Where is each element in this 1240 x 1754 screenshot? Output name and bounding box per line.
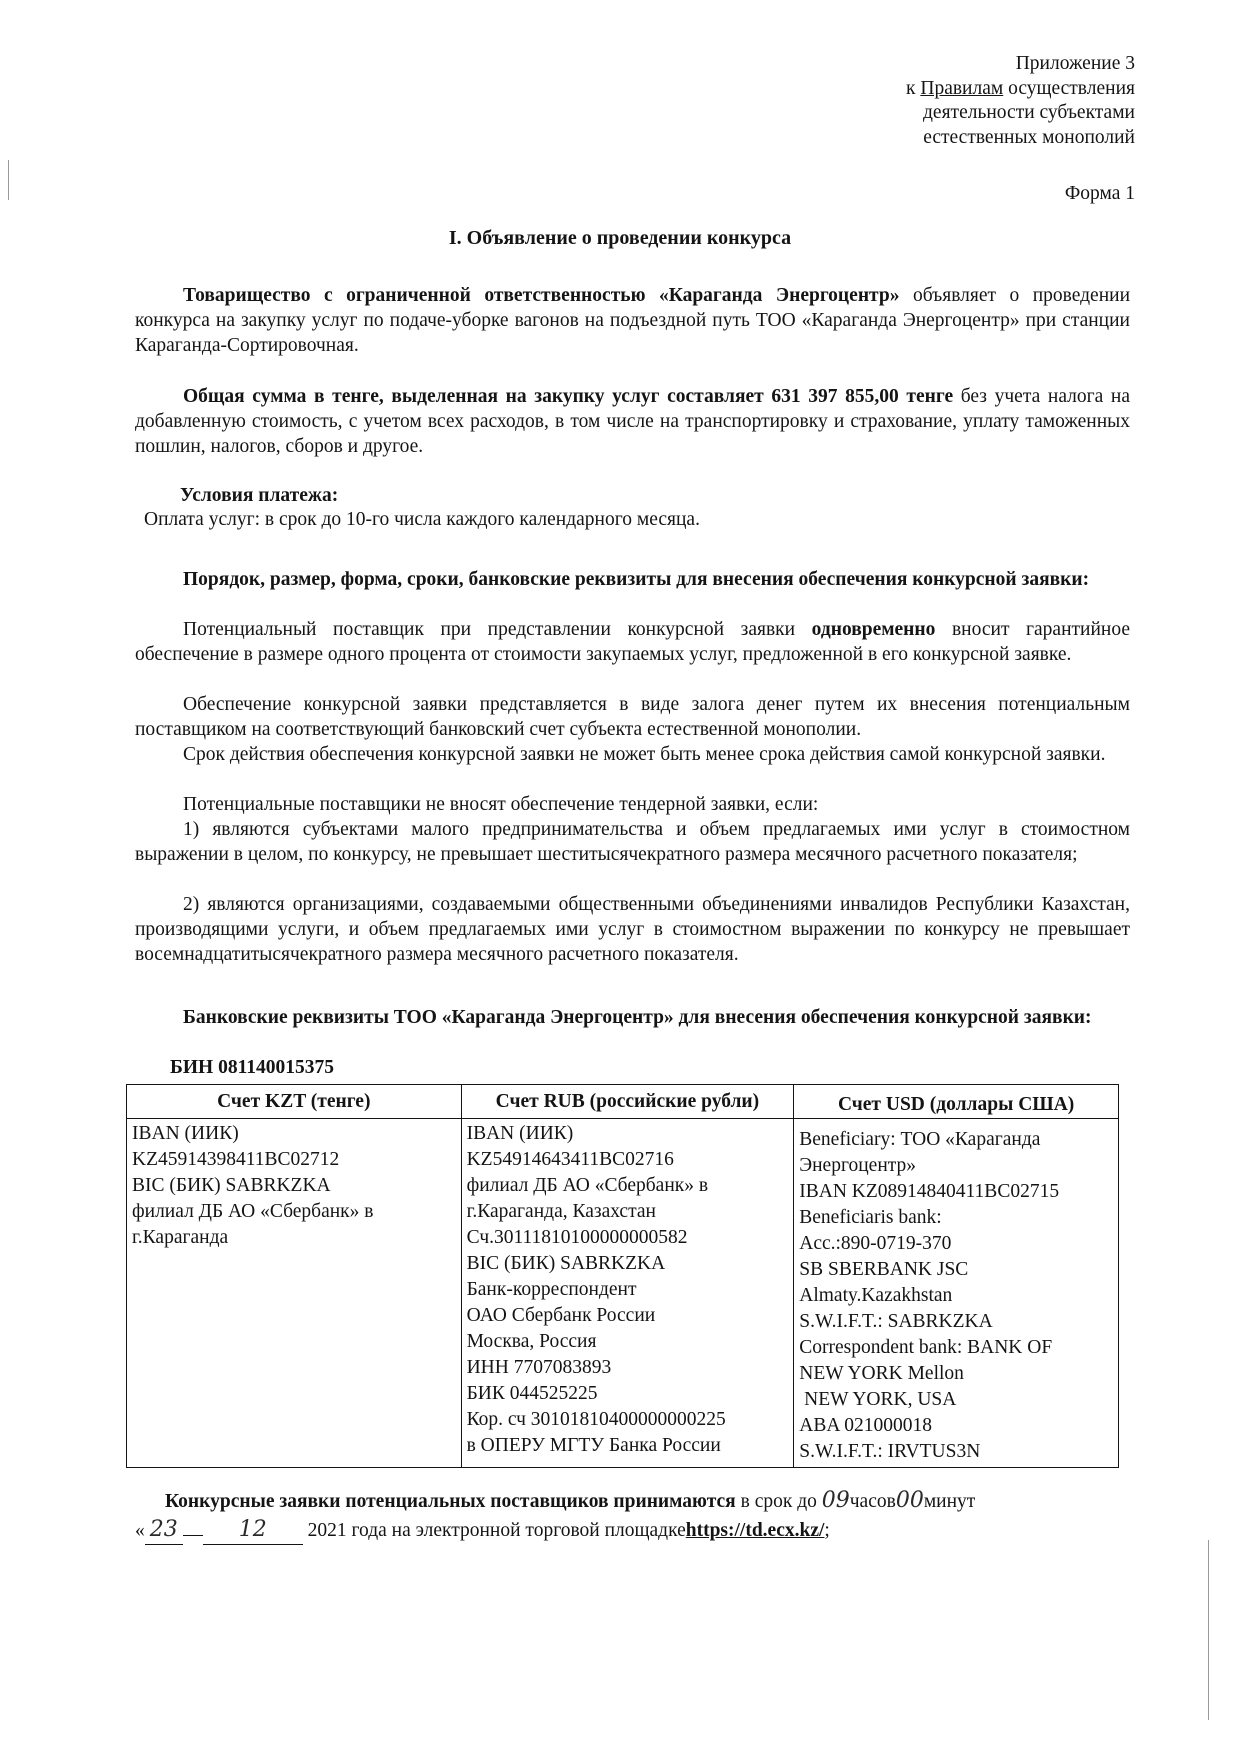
usd-line: Энергоцентр» <box>799 1155 917 1176</box>
quote-open: « <box>135 1520 145 1541</box>
security-heading <box>135 568 1130 593</box>
security-paragraph-2: Обеспечение конкурсной заявки представляется в виде залога денег путем их внесения потенциальным поставщиком на соответствующий банковский счет субъекта естественной монополии. <box>135 694 1130 740</box>
usd-line: IBAN KZ08914840411BC02715 <box>799 1181 1060 1202</box>
security-p1-bold: одновременно <box>811 619 936 640</box>
column-header-usd: Счет USD (доллары США) <box>794 1085 1119 1119</box>
kzt-line: г.Караганда <box>132 1227 229 1248</box>
rub-line: филиал ДБ АО «Сбербанк» в <box>466 1175 709 1196</box>
bin-number: БИН 081140015375 <box>170 1057 335 1078</box>
usd-line: Beneficiary: ТОО «Караганда <box>799 1129 1041 1150</box>
column-header-kzt: Счет KZT (тенге) <box>127 1085 462 1119</box>
bank-heading-text: Банковские реквизиты ТОО «Караганда Энергоцентр» для внесения обеспечения конкурсной заявки: <box>183 1007 1092 1028</box>
intro-text: объявляет о проведении конкурса на закупку услуг по подаче-уборке вагонов на подъездной путь ТОО «Караганда Энергоцентр» при станции Караганда-Сортировочная. <box>135 285 1131 356</box>
usd-line: Almaty.Kazakhstan <box>799 1285 953 1306</box>
deadline-minute: 00 <box>895 1488 924 1513</box>
rub-line: г.Караганда, Казахстан <box>466 1201 656 1222</box>
usd-line: NEW YORK, USA <box>799 1389 957 1410</box>
security-paragraph-6: 2) являются организациями, создаваемыми общественными объединениями инвалидов Республики Казахстан, производящими услуги, и объем предлагаемых ими услуг в стоимостном выражении по конкурсу не превышает восемнадцатитысячекратного размера месячного расчетного показателя. <box>135 894 1130 965</box>
intro-paragraph <box>135 284 1130 358</box>
rub-line: в ОПЕРУ МГТУ Банка России <box>466 1435 721 1456</box>
table-row <box>127 1119 1119 1468</box>
annex-line-3: деятельности субъектами <box>923 102 1135 123</box>
payment-text: Оплата услуг: в срок до 10-го числа каждого календарного месяца. <box>144 509 700 530</box>
closing-line-2 <box>135 1516 1130 1545</box>
annex-line-2 <box>815 77 1135 102</box>
rub-line: Москва, Россия <box>466 1331 597 1352</box>
rub-line: BIC (БИК) SABRKZKA <box>466 1253 666 1274</box>
form-label: Форма 1 <box>1064 183 1135 204</box>
trading-platform-link[interactable]: https://td.ecx.kz/ <box>685 1520 825 1541</box>
security-p1-a: Потенциальный поставщик при представлении конкурсной заявки <box>183 619 812 640</box>
closing-text-2: часов <box>849 1491 896 1512</box>
bank-details-table <box>126 1084 1119 1468</box>
rub-line: Банк-корреспондент <box>466 1279 637 1300</box>
sum-paragraph <box>135 385 1130 459</box>
kzt-line: филиал ДБ АО «Сбербанк» в <box>132 1201 374 1222</box>
payment-heading <box>180 484 1080 509</box>
security-paragraph-5: 1) являются субъектами малого предпринимательства и объем предлагаемых ими услуг в стоимостном выражении в целом, по конкурсу, не превышает шеститысячекратного размера месячного расчетного показателя; <box>135 819 1130 865</box>
usd-line: NEW YORK Mellon <box>799 1363 964 1384</box>
closing-bold: Конкурсные заявки потенциальных поставщиков принимаются <box>165 1491 736 1512</box>
rub-account-cell <box>461 1119 794 1468</box>
sum-text: без учета налога на добавленную стоимость, с учетом всех расходов, в том числе на транспортировку и страхование, уплату таможенных пошлин, налогов, сборов и другое. <box>135 386 1130 457</box>
rub-line: ИНН 7707083893 <box>466 1357 612 1378</box>
deadline-day: 23 <box>145 1516 183 1545</box>
bank-heading <box>135 1006 1130 1031</box>
closing-paragraph <box>135 1487 1130 1545</box>
closing-text-5: ; <box>824 1520 830 1541</box>
scan-edge-mark <box>1208 1540 1209 1720</box>
annex-line-2-prefix: к <box>906 77 921 99</box>
security-paragraph-1 <box>135 618 1130 668</box>
column-header-rub: Счет RUB (российские рубли) <box>461 1085 794 1119</box>
security-paragraph-3: Срок действия обеспечения конкурсной заявки не может быть менее срока действия самой конкурсной заявки. <box>183 744 1106 765</box>
rub-line: ОАО Сбербанк России <box>466 1305 656 1326</box>
usd-line: Acc.:890-0719-370 <box>799 1233 952 1254</box>
rules-link[interactable]: Правилам <box>920 77 1004 99</box>
usd-line: S.W.I.F.T.: IRVTUS3N <box>799 1441 981 1462</box>
deadline-hour: 09 <box>821 1488 850 1513</box>
usd-line: Beneficiaris bank: <box>799 1207 942 1228</box>
document-title: I. Объявление о проведении конкурса <box>448 227 792 249</box>
closing-line-1 <box>135 1487 1130 1516</box>
rub-line: Сч.30111810100000000582 <box>466 1227 688 1248</box>
usd-line: S.W.I.F.T.: SABRKZKA <box>799 1311 993 1332</box>
usd-line: ABA 021000018 <box>799 1415 932 1436</box>
security-paragraph-4: Потенциальные поставщики не вносят обеспечение тендерной заявки, если: <box>183 794 819 815</box>
annex-line-1: Приложение 3 <box>1015 53 1135 74</box>
kzt-line: BIC (БИК) SABRKZKA <box>132 1175 331 1196</box>
rub-line: KZ54914643411BC02716 <box>466 1149 674 1170</box>
closing-text-3: минут <box>923 1491 976 1512</box>
payment-heading-text: Условия платежа: <box>180 485 339 506</box>
intro-company-name: Товарищество с ограниченной ответственностью «Караганда Энергоцентр» <box>183 285 900 306</box>
usd-line: SB SBERBANK JSC <box>799 1259 969 1280</box>
security-p1-b: вносит гарантийное обеспечение в размере одного процента от стоимости закупаемых услуг, предложенной в его конкурсной заявке. <box>135 619 1130 665</box>
deadline-month: 12 <box>203 1516 303 1545</box>
sum-amount: Общая сумма в тенге, выделенная на закупку услуг составляет 631 397 855,00 тенге <box>183 386 954 407</box>
rub-line: IBAN (ИИК) <box>466 1123 574 1144</box>
annex-line-2-suffix: осуществления <box>1003 77 1135 99</box>
scan-edge-mark <box>8 160 9 200</box>
closing-text-1: в срок до <box>735 1491 822 1512</box>
annex-line-4: естественных монополий <box>923 126 1135 148</box>
kzt-line: KZ45914398411BC02712 <box>132 1149 340 1170</box>
rub-line: БИК 044525225 <box>466 1383 598 1404</box>
kzt-line: IBAN (ИИК) <box>132 1123 239 1144</box>
date-separator-blank <box>183 1535 203 1536</box>
kzt-account-cell <box>127 1119 462 1468</box>
usd-line: Correspondent bank: BANK OF <box>799 1337 1053 1358</box>
security-heading-text: Порядок, размер, форма, сроки, банковские реквизиты для внесения обеспечения конкурсной заявки: <box>183 569 1090 590</box>
table-header-row <box>127 1085 1119 1119</box>
usd-account-cell <box>794 1119 1119 1468</box>
rub-line: Кор. сч 30101810400000000225 <box>466 1409 726 1430</box>
closing-text-4: 2021 года на электронной торговой площадке <box>307 1520 686 1541</box>
annex-block <box>815 52 1135 150</box>
